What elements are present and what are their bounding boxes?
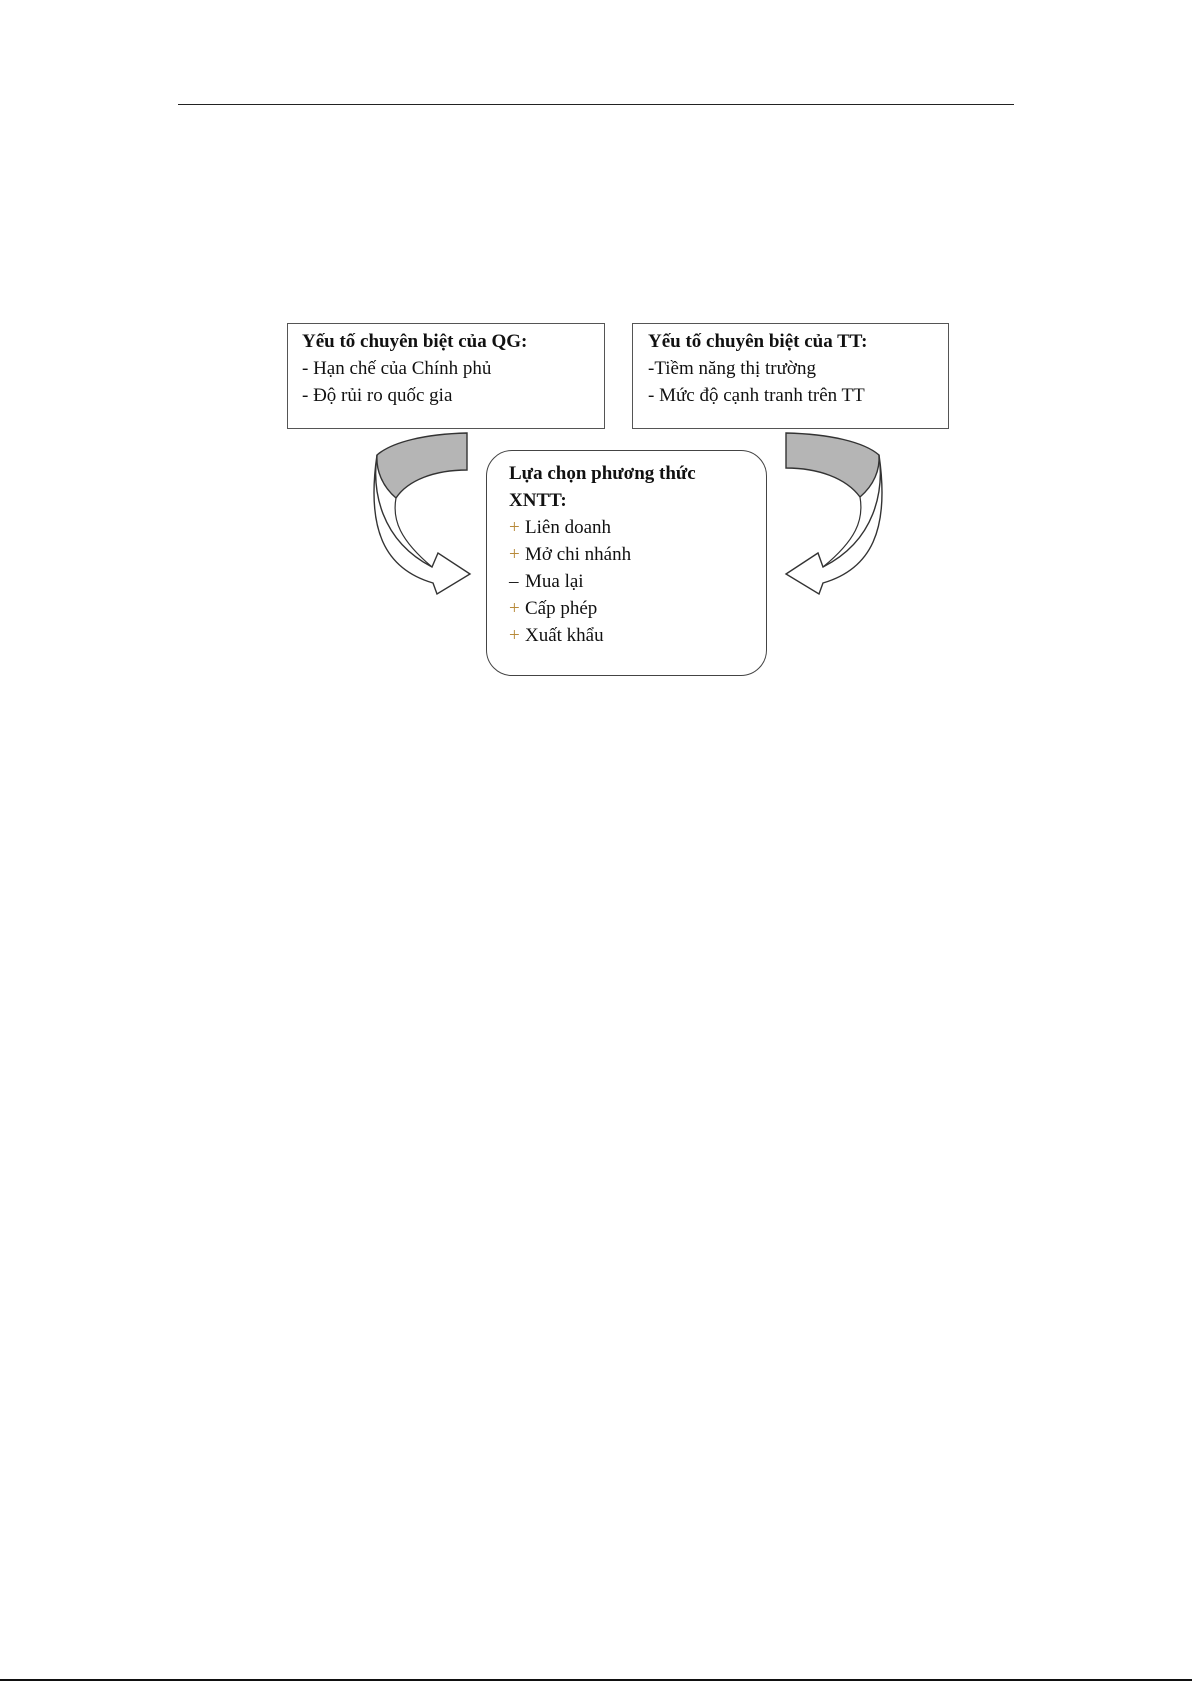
option-mark: – <box>509 571 519 592</box>
market-factor-item: - Mức độ cạnh tranh trên TT <box>648 385 865 406</box>
option-mark: + <box>509 598 520 619</box>
entry-mode-title-line2: XNTT: <box>509 490 567 511</box>
entry-mode-title-line1: Lựa chọn phương thức <box>509 463 696 484</box>
option-label: Mua lại <box>525 571 584 592</box>
option-mark: + <box>509 625 520 646</box>
option-label: Cấp phép <box>525 598 598 619</box>
option-mark: + <box>509 544 520 565</box>
right-arrow-band <box>786 433 879 497</box>
market-factor-item: -Tiềm năng thị trường <box>648 358 816 379</box>
market-factors-title: Yếu tố chuyên biệt của TT: <box>648 331 868 352</box>
left-arrow-band <box>377 433 467 498</box>
country-factor-item: - Độ rủi ro quốc gia <box>302 385 453 406</box>
option-label: Xuất khẩu <box>525 625 604 646</box>
option-label: Liên doanh <box>525 517 612 538</box>
option-mark: + <box>509 517 520 538</box>
country-factor-item: - Hạn chế của Chính phủ <box>302 358 492 379</box>
right-curved-arrow <box>786 433 882 594</box>
bottom-rule <box>0 1679 1192 1681</box>
left-curved-arrow <box>374 433 470 594</box>
option-label: Mở chi nhánh <box>525 544 632 565</box>
country-factors-title: Yếu tố chuyên biệt của QG: <box>302 331 528 352</box>
